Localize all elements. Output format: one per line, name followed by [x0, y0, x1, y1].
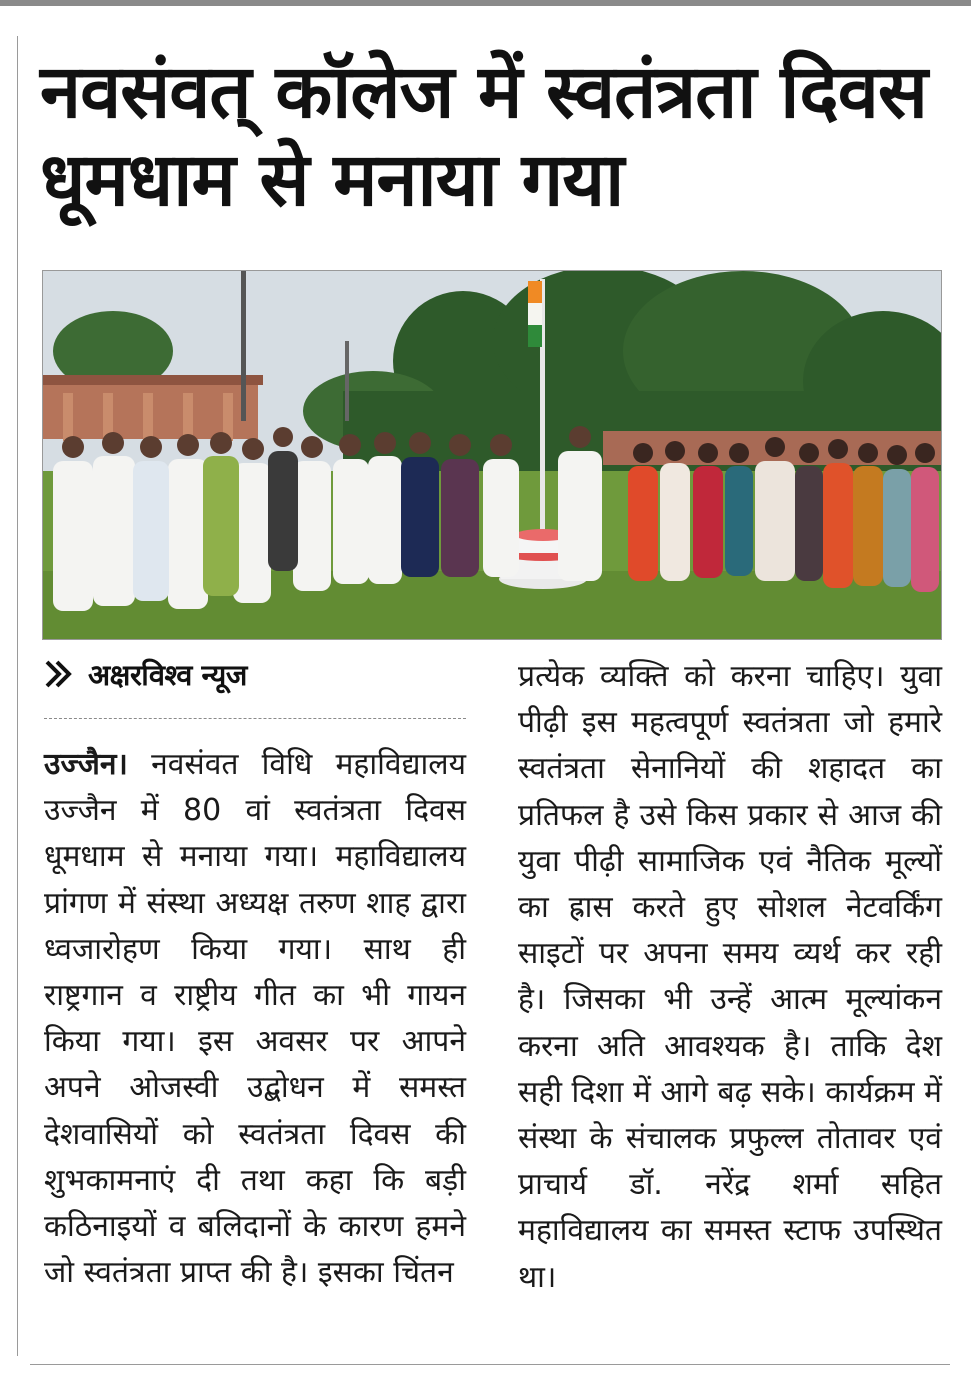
double-chevron-right-icon: [44, 657, 78, 691]
bottom-border-rule: [30, 1364, 950, 1365]
article-headline: नवसंवत् कॉलेज में स्वतंत्रता दिवस धूमधाम से मनाया गया: [40, 49, 927, 223]
column-right-text: प्रत्येक व्यक्ति को करना चाहिए। युवा पीढ़ी इस महत्वपूर्ण स्वतंत्रता जो हमारे स्वतंत्रता सेनानियों की शहादत का प्रतिफल है उसे किस प्रकार से आज की युवा पीढ़ी सामाजिक एवं नैतिक मूल्यों का ह्रास करते हुए सोशल नेटवर्किंग साइटों पर अपना समय व्यर्थ कर रही है। जिसका भी उन्हें आत्म मूल्यांकन करना अति आवश्यक है। ताकि देश सही दिशा में आगे बढ़ सके। कार्यक्रम में संस्था के संचालक प्रफुल्ल तोतावर एवं प्राचार्य डॉ. नरेंद्र शर्मा सहित महाविद्यालय का समस्त स्टाफ उपस्थित था।: [518, 659, 942, 1295]
top-border-rule: [0, 0, 971, 6]
article-column-right: [518, 654, 942, 1301]
indian-flag: [528, 281, 542, 347]
byline-source: अक्षरविश्व न्यूज: [88, 657, 247, 692]
photo-utility-pole-2: [345, 341, 349, 421]
column-left-text: नवसंवत विधि महाविद्यालय उज्जैन में 80 वां स्वतंत्रता दिवस धूमधाम से मनाया गया। महाविद्यालय प्रांगण में संस्था अध्यक्ष तरुण शाह द्वारा ध्वजारोहण किया गया। साथ ही राष्ट्रगान व राष्ट्रीय गीत का भी गायन किया गया। इस अवसर पर आपने अपने ओजस्वी उद्बोधन में समस्त देशवासियों को स्वतंत्रता दिवस की शुभकामनाएं दी तथा कहा कि बड़ी कठिनाइयों व बलिदानों के कारण हमने जो स्वतंत्रता प्राप्त की है। इसका चिंतन: [44, 747, 466, 1291]
byline: [44, 652, 247, 696]
photo-utility-pole: [241, 271, 246, 421]
article-column-left: [44, 742, 466, 1296]
left-column-rule: [17, 36, 18, 1356]
byline-divider: [44, 718, 466, 719]
dateline: उज्जैन।: [44, 747, 128, 782]
news-photo: [42, 270, 942, 640]
photo-building: [43, 375, 263, 441]
